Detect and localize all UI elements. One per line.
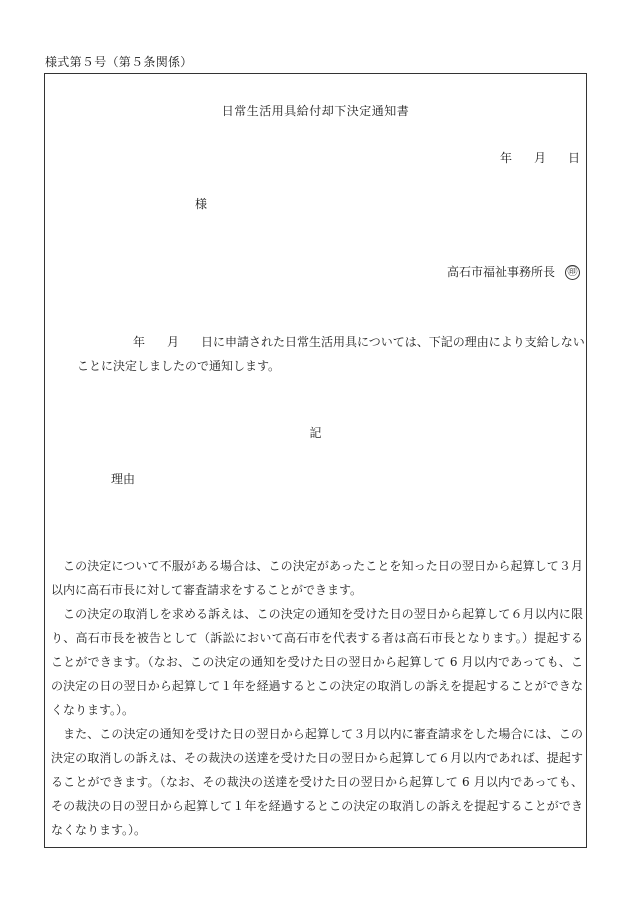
seal-icon: ㊞	[565, 265, 580, 280]
date-year-label: 年	[499, 151, 512, 165]
note-paragraph-after-review: また、この決定の通知を受けた日の翌日から起算して３月以内に審査請求をした場合には、この決定の取消しの訴えは、その裁決の送達を受けた日の翌日から起算して６月以内であれば、提起することができます。（なお、その裁決の送達を受けた日の翌日から起算して 6 月以内であっても、その裁決の日の翌日から起算して１年を経過するとこの決定の取消しの訴えを提起することができなくなります。）。	[51, 727, 583, 837]
sender	[447, 263, 580, 280]
form-number: 様式第５号（第５条関係）	[45, 55, 193, 69]
sender-name: 高石市福祉事務所長	[446, 265, 555, 279]
appeal-notes	[51, 554, 583, 842]
notice-body	[77, 330, 585, 378]
reason-label: 理由	[111, 472, 136, 486]
document-title: 日常生活用具給付却下決定通知書	[221, 104, 410, 118]
body-year-label: 年	[133, 335, 146, 349]
note-paragraph-review: この決定について不服がある場合は、この決定があったことを知った日の翌日から起算して３月以内に高石市長に対して審査請求をすることができます。	[51, 559, 583, 597]
body-month-label: 月	[167, 335, 180, 349]
recipient-suffix: 様	[195, 197, 208, 211]
note-paragraph-lawsuit: この決定の取消しを求める訴えは、この決定の通知を受けた日の翌日から起算して６月以内に限り、高石市長を被告として（訴訟において高石市を代表する者は高石市長となります。）提起することができます。（なお、この決定の通知を受けた日の翌日から起算して 6 月以内であっても、この決定の日の翌日から起算して１年を経過するとこの決定の取消しの訴えを提起することができなくなります。）。	[51, 607, 583, 717]
ki-heading: 記	[309, 426, 322, 440]
date-month-label: 月	[533, 151, 546, 165]
issue-date	[500, 149, 580, 166]
date-day-label: 日	[567, 151, 580, 165]
notice-frame	[44, 73, 587, 848]
body-text: 日に申請された日常生活用具については、下記の理由により支給しないことに決定しましたので通知します。	[77, 335, 585, 373]
